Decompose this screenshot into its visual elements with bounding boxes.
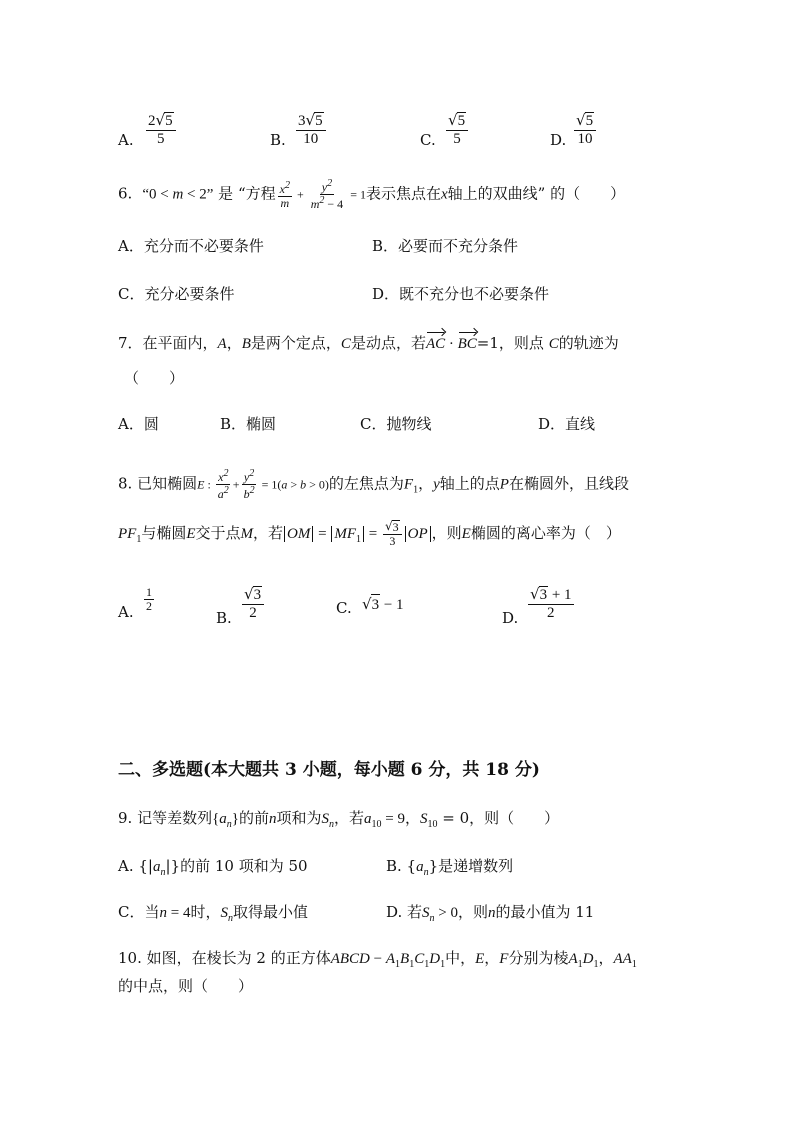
q8-option-d-value: √ 3 + 1 2 xyxy=(530,585,572,621)
q9-option-d: D. 若$S_n > 0$，则n的最小值为 11 xyxy=(386,903,595,924)
q9-option-c: C．当n = 4时，$S_n$取得最小值 xyxy=(118,903,308,924)
q6-option-a: A．充分而不必要条件 xyxy=(118,237,264,255)
q8-stem-line2: $PF_1$与椭圆E交于点M，若 OM = $MF_1$ = √ 3 3 OP ，则E椭圆的离心率为（ ） xyxy=(118,519,621,549)
q8-option-d-label: D. xyxy=(502,609,519,627)
q7-answer-paren: （ ） xyxy=(124,369,185,387)
q7-option-c: C．抛物线 xyxy=(360,415,432,433)
q5-option-d-label: D. xyxy=(550,131,567,149)
q5-option-d-value: √ 5 10 xyxy=(572,112,598,147)
q5-option-b-label: B. xyxy=(270,131,286,149)
q6-option-c: C．充分必要条件 xyxy=(118,285,235,303)
section-heading: 二、多选题(本大题共 3 小题，每小题 6 分，共 18 分) xyxy=(118,760,540,780)
q8-stem-line1: 8. 已知椭圆E : $\frac{x^2}{a^2}$ + $\frac{y^2}{b^2}$ = 1(a > b > 0)的左焦点为$F_1$，y轴上的点P在椭圆外，且线段 xyxy=(118,468,629,502)
q9-option-a: A. $\{|a_n|\}$的前 10 项和为 50 xyxy=(118,857,308,878)
q10-stem-line2: 的中点，则（ ） xyxy=(118,977,254,995)
q5-option-c-label: C. xyxy=(420,131,436,149)
q7-stem: 7．在平面内，A，B是两个定点，C是动点，若AC · BC=1，则点 C的轨迹为 xyxy=(118,334,619,352)
q6-stem: 6. “0 < m < 2” 是 “方程 $\frac{x^2}{m}$ + $\frac{y^2}{m^2 - 4}$ = 1表示焦点在x轴上的双曲线” 的（ ） xyxy=(118,178,626,212)
q7-option-b: B．椭圆 xyxy=(220,415,277,433)
q5-option-b-value: 3 √ 5 10 xyxy=(294,112,328,147)
q6-option-b: B．必要而不充分条件 xyxy=(372,237,519,255)
q5-options xyxy=(118,112,678,152)
q8-option-b-label: B. xyxy=(216,609,232,627)
q6-option-d: D．既不充分也不必要条件 xyxy=(372,285,550,303)
q9-option-b: B. $\{a_n\}$是递增数列 xyxy=(386,857,514,878)
q7-option-d: D．直线 xyxy=(538,415,596,433)
q5-option-a-value: 2 √ 5 5 xyxy=(144,112,178,147)
q10-stem-line1: 10. 如图，在棱长为 2 的正方体ABCD − $A_1B_1C_1D_1$中，E，F分别为棱$A_1D_1$，$AA_1$ xyxy=(118,949,637,970)
q5-option-a-label: A. xyxy=(118,131,134,149)
q8-option-b-value: √ 3 2 xyxy=(240,586,266,621)
q9-stem: 9. 记等差数列$\{a_n\}$的前n项和为$S_n$，若$a_{10} = 9$，$S_{10} = 0$，则（ ） xyxy=(118,809,560,830)
q7-option-a: A．圆 xyxy=(118,415,159,433)
q8-option-c-value: √ 3 − 1 xyxy=(362,595,404,613)
q8-option-a-value: $\frac{1}{2}$ xyxy=(146,585,152,614)
q5-option-c-value: √ 5 5 xyxy=(444,112,470,147)
q8-option-c-label: C. xyxy=(336,599,352,617)
q8-option-a-label: A. xyxy=(118,603,134,621)
q8-options xyxy=(118,586,598,632)
